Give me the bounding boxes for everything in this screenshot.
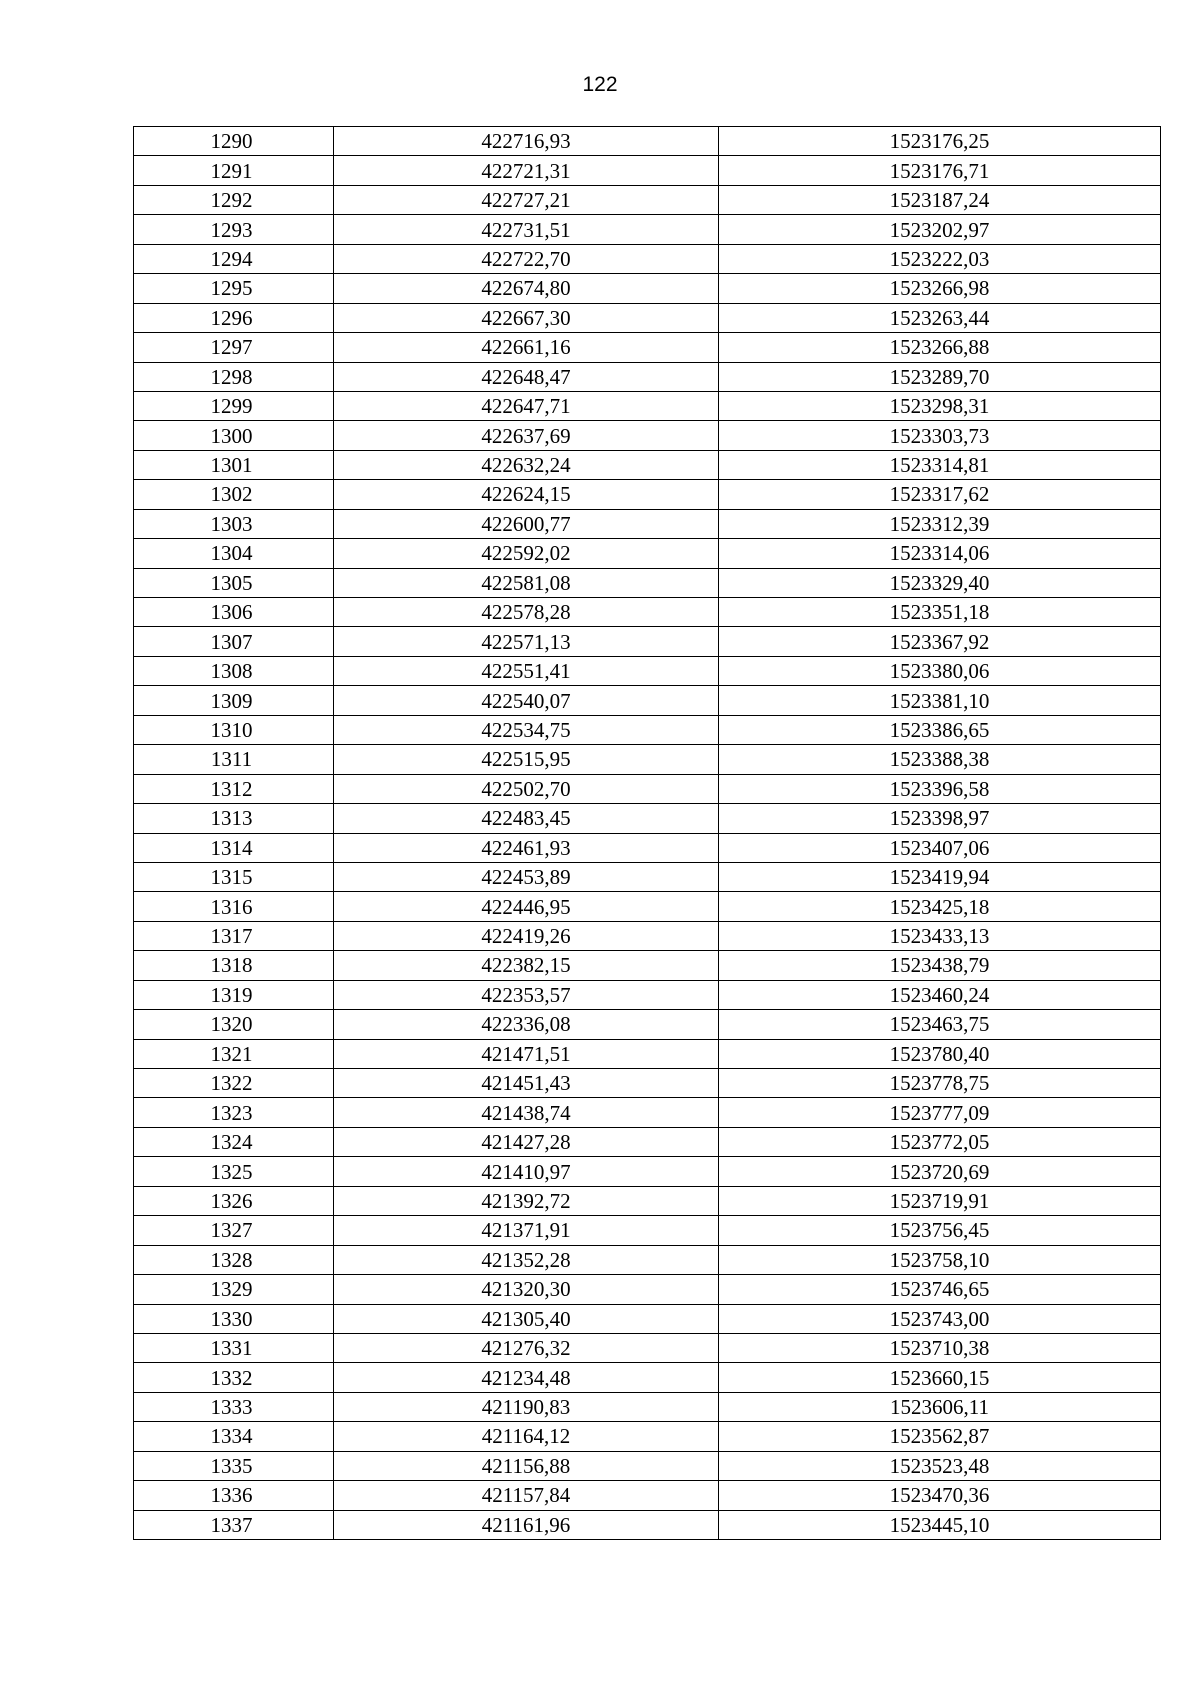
y-coordinate-cell: 1523303,73	[719, 421, 1161, 450]
point-number-cell: 1308	[134, 656, 334, 685]
table-row	[134, 156, 1161, 185]
y-coordinate-cell: 1523425,18	[719, 892, 1161, 921]
y-coordinate-cell: 1523772,05	[719, 1127, 1161, 1156]
table-row	[134, 951, 1161, 980]
table-row	[134, 1481, 1161, 1510]
x-coordinate-cell: 422722,70	[334, 244, 719, 273]
y-coordinate-cell: 1523460,24	[719, 980, 1161, 1009]
point-number-cell: 1323	[134, 1098, 334, 1127]
table-row	[134, 244, 1161, 273]
table-row	[134, 1127, 1161, 1156]
x-coordinate-cell: 422571,13	[334, 627, 719, 656]
point-number-cell: 1291	[134, 156, 334, 185]
point-number-cell: 1321	[134, 1039, 334, 1068]
point-number-cell: 1325	[134, 1157, 334, 1186]
x-coordinate-cell: 421451,43	[334, 1069, 719, 1098]
table-row	[134, 480, 1161, 509]
table-row	[134, 333, 1161, 362]
y-coordinate-cell: 1523778,75	[719, 1069, 1161, 1098]
point-number-cell: 1310	[134, 715, 334, 744]
table-row	[134, 1304, 1161, 1333]
point-number-cell: 1332	[134, 1363, 334, 1392]
x-coordinate-cell: 421234,48	[334, 1363, 719, 1392]
x-coordinate-cell: 421305,40	[334, 1304, 719, 1333]
x-coordinate-cell: 422674,80	[334, 274, 719, 303]
y-coordinate-cell: 1523222,03	[719, 244, 1161, 273]
point-number-cell: 1326	[134, 1186, 334, 1215]
y-coordinate-cell: 1523720,69	[719, 1157, 1161, 1186]
point-number-cell: 1319	[134, 980, 334, 1009]
coordinates-table-body	[134, 127, 1161, 1540]
point-number-cell: 1328	[134, 1245, 334, 1274]
x-coordinate-cell: 421471,51	[334, 1039, 719, 1068]
y-coordinate-cell: 1523463,75	[719, 1010, 1161, 1039]
point-number-cell: 1322	[134, 1069, 334, 1098]
coordinates-table	[133, 126, 1161, 1540]
x-coordinate-cell: 422716,93	[334, 127, 719, 156]
point-number-cell: 1292	[134, 185, 334, 214]
point-number-cell: 1294	[134, 244, 334, 273]
x-coordinate-cell: 422592,02	[334, 539, 719, 568]
x-coordinate-cell: 421371,91	[334, 1216, 719, 1245]
x-coordinate-cell: 421352,28	[334, 1245, 719, 1274]
x-coordinate-cell: 422578,28	[334, 598, 719, 627]
table-row	[134, 568, 1161, 597]
y-coordinate-cell: 1523176,25	[719, 127, 1161, 156]
x-coordinate-cell: 422419,26	[334, 921, 719, 950]
y-coordinate-cell: 1523314,81	[719, 450, 1161, 479]
page-number: 122	[582, 73, 618, 96]
y-coordinate-cell: 1523388,38	[719, 745, 1161, 774]
x-coordinate-cell: 422551,41	[334, 656, 719, 685]
y-coordinate-cell: 1523719,91	[719, 1186, 1161, 1215]
y-coordinate-cell: 1523266,98	[719, 274, 1161, 303]
point-number-cell: 1296	[134, 303, 334, 332]
x-coordinate-cell: 421164,12	[334, 1422, 719, 1451]
table-row	[134, 539, 1161, 568]
table-row	[134, 127, 1161, 156]
x-coordinate-cell: 421438,74	[334, 1098, 719, 1127]
point-number-cell: 1336	[134, 1481, 334, 1510]
point-number-cell: 1304	[134, 539, 334, 568]
point-number-cell: 1316	[134, 892, 334, 921]
table-row	[134, 421, 1161, 450]
x-coordinate-cell: 421276,32	[334, 1333, 719, 1362]
y-coordinate-cell: 1523289,70	[719, 362, 1161, 391]
table-row	[134, 774, 1161, 803]
point-number-cell: 1317	[134, 921, 334, 950]
point-number-cell: 1320	[134, 1010, 334, 1039]
table-row	[134, 1186, 1161, 1215]
point-number-cell: 1299	[134, 391, 334, 420]
y-coordinate-cell: 1523523,48	[719, 1451, 1161, 1480]
point-number-cell: 1312	[134, 774, 334, 803]
table-row	[134, 509, 1161, 538]
point-number-cell: 1331	[134, 1333, 334, 1362]
x-coordinate-cell: 422461,93	[334, 833, 719, 862]
x-coordinate-cell: 421410,97	[334, 1157, 719, 1186]
y-coordinate-cell: 1523746,65	[719, 1275, 1161, 1304]
y-coordinate-cell: 1523438,79	[719, 951, 1161, 980]
point-number-cell: 1334	[134, 1422, 334, 1451]
y-coordinate-cell: 1523606,11	[719, 1392, 1161, 1421]
table-row	[134, 980, 1161, 1009]
table-row	[134, 362, 1161, 391]
y-coordinate-cell: 1523263,44	[719, 303, 1161, 332]
x-coordinate-cell: 422581,08	[334, 568, 719, 597]
y-coordinate-cell: 1523780,40	[719, 1039, 1161, 1068]
x-coordinate-cell: 422483,45	[334, 804, 719, 833]
x-coordinate-cell: 421161,96	[334, 1510, 719, 1539]
table-row	[134, 391, 1161, 420]
y-coordinate-cell: 1523756,45	[719, 1216, 1161, 1245]
y-coordinate-cell: 1523314,06	[719, 539, 1161, 568]
point-number-cell: 1333	[134, 1392, 334, 1421]
point-number-cell: 1315	[134, 862, 334, 891]
table-row	[134, 274, 1161, 303]
table-row	[134, 715, 1161, 744]
table-row	[134, 1010, 1161, 1039]
table-row	[134, 686, 1161, 715]
point-number-cell: 1306	[134, 598, 334, 627]
x-coordinate-cell: 422721,31	[334, 156, 719, 185]
point-number-cell: 1314	[134, 833, 334, 862]
table-row	[134, 1069, 1161, 1098]
table-row	[134, 1216, 1161, 1245]
y-coordinate-cell: 1523381,10	[719, 686, 1161, 715]
point-number-cell: 1330	[134, 1304, 334, 1333]
x-coordinate-cell: 422353,57	[334, 980, 719, 1009]
table-row	[134, 598, 1161, 627]
y-coordinate-cell: 1523445,10	[719, 1510, 1161, 1539]
point-number-cell: 1327	[134, 1216, 334, 1245]
point-number-cell: 1298	[134, 362, 334, 391]
x-coordinate-cell: 422534,75	[334, 715, 719, 744]
table-row	[134, 450, 1161, 479]
point-number-cell: 1307	[134, 627, 334, 656]
table-row	[134, 627, 1161, 656]
table-row	[134, 1510, 1161, 1539]
point-number-cell: 1295	[134, 274, 334, 303]
point-number-cell: 1300	[134, 421, 334, 450]
table-row	[134, 656, 1161, 685]
table-row	[134, 1363, 1161, 1392]
table-row	[134, 185, 1161, 214]
table-row	[134, 215, 1161, 244]
y-coordinate-cell: 1523351,18	[719, 598, 1161, 627]
point-number-cell: 1324	[134, 1127, 334, 1156]
table-row	[134, 862, 1161, 891]
x-coordinate-cell: 422446,95	[334, 892, 719, 921]
point-number-cell: 1301	[134, 450, 334, 479]
x-coordinate-cell: 422336,08	[334, 1010, 719, 1039]
table-row	[134, 1333, 1161, 1362]
point-number-cell: 1303	[134, 509, 334, 538]
table-row	[134, 892, 1161, 921]
y-coordinate-cell: 1523419,94	[719, 862, 1161, 891]
y-coordinate-cell: 1523266,88	[719, 333, 1161, 362]
point-number-cell: 1309	[134, 686, 334, 715]
y-coordinate-cell: 1523329,40	[719, 568, 1161, 597]
y-coordinate-cell: 1523398,97	[719, 804, 1161, 833]
y-coordinate-cell: 1523312,39	[719, 509, 1161, 538]
y-coordinate-cell: 1523176,71	[719, 156, 1161, 185]
table-row	[134, 1245, 1161, 1274]
table-row	[134, 1039, 1161, 1068]
table-row	[134, 1157, 1161, 1186]
y-coordinate-cell: 1523298,31	[719, 391, 1161, 420]
table-row	[134, 303, 1161, 332]
point-number-cell: 1297	[134, 333, 334, 362]
y-coordinate-cell: 1523317,62	[719, 480, 1161, 509]
table-row	[134, 1098, 1161, 1127]
point-number-cell: 1337	[134, 1510, 334, 1539]
x-coordinate-cell: 422637,69	[334, 421, 719, 450]
x-coordinate-cell: 421190,83	[334, 1392, 719, 1421]
x-coordinate-cell: 421392,72	[334, 1186, 719, 1215]
point-number-cell: 1313	[134, 804, 334, 833]
x-coordinate-cell: 422727,21	[334, 185, 719, 214]
point-number-cell: 1293	[134, 215, 334, 244]
x-coordinate-cell: 421427,28	[334, 1127, 719, 1156]
y-coordinate-cell: 1523396,58	[719, 774, 1161, 803]
table-row	[134, 1451, 1161, 1480]
x-coordinate-cell: 422632,24	[334, 450, 719, 479]
y-coordinate-cell: 1523380,06	[719, 656, 1161, 685]
point-number-cell: 1335	[134, 1451, 334, 1480]
table-row	[134, 1422, 1161, 1451]
x-coordinate-cell: 422661,16	[334, 333, 719, 362]
x-coordinate-cell: 421157,84	[334, 1481, 719, 1510]
table-row	[134, 745, 1161, 774]
point-number-cell: 1329	[134, 1275, 334, 1304]
x-coordinate-cell: 422731,51	[334, 215, 719, 244]
y-coordinate-cell: 1523777,09	[719, 1098, 1161, 1127]
y-coordinate-cell: 1523470,36	[719, 1481, 1161, 1510]
y-coordinate-cell: 1523407,06	[719, 833, 1161, 862]
table-row	[134, 804, 1161, 833]
x-coordinate-cell: 422453,89	[334, 862, 719, 891]
y-coordinate-cell: 1523187,24	[719, 185, 1161, 214]
y-coordinate-cell: 1523743,00	[719, 1304, 1161, 1333]
y-coordinate-cell: 1523710,38	[719, 1333, 1161, 1362]
table-row	[134, 1275, 1161, 1304]
x-coordinate-cell: 422502,70	[334, 774, 719, 803]
x-coordinate-cell: 422382,15	[334, 951, 719, 980]
table-row	[134, 833, 1161, 862]
x-coordinate-cell: 422540,07	[334, 686, 719, 715]
x-coordinate-cell: 422624,15	[334, 480, 719, 509]
point-number-cell: 1290	[134, 127, 334, 156]
x-coordinate-cell: 421156,88	[334, 1451, 719, 1480]
table-row	[134, 921, 1161, 950]
y-coordinate-cell: 1523758,10	[719, 1245, 1161, 1274]
y-coordinate-cell: 1523367,92	[719, 627, 1161, 656]
y-coordinate-cell: 1523433,13	[719, 921, 1161, 950]
x-coordinate-cell: 422647,71	[334, 391, 719, 420]
table-row	[134, 1392, 1161, 1421]
x-coordinate-cell: 422648,47	[334, 362, 719, 391]
x-coordinate-cell: 422667,30	[334, 303, 719, 332]
x-coordinate-cell: 422515,95	[334, 745, 719, 774]
point-number-cell: 1305	[134, 568, 334, 597]
x-coordinate-cell: 421320,30	[334, 1275, 719, 1304]
y-coordinate-cell: 1523562,87	[719, 1422, 1161, 1451]
y-coordinate-cell: 1523660,15	[719, 1363, 1161, 1392]
y-coordinate-cell: 1523202,97	[719, 215, 1161, 244]
x-coordinate-cell: 422600,77	[334, 509, 719, 538]
point-number-cell: 1318	[134, 951, 334, 980]
point-number-cell: 1311	[134, 745, 334, 774]
y-coordinate-cell: 1523386,65	[719, 715, 1161, 744]
point-number-cell: 1302	[134, 480, 334, 509]
